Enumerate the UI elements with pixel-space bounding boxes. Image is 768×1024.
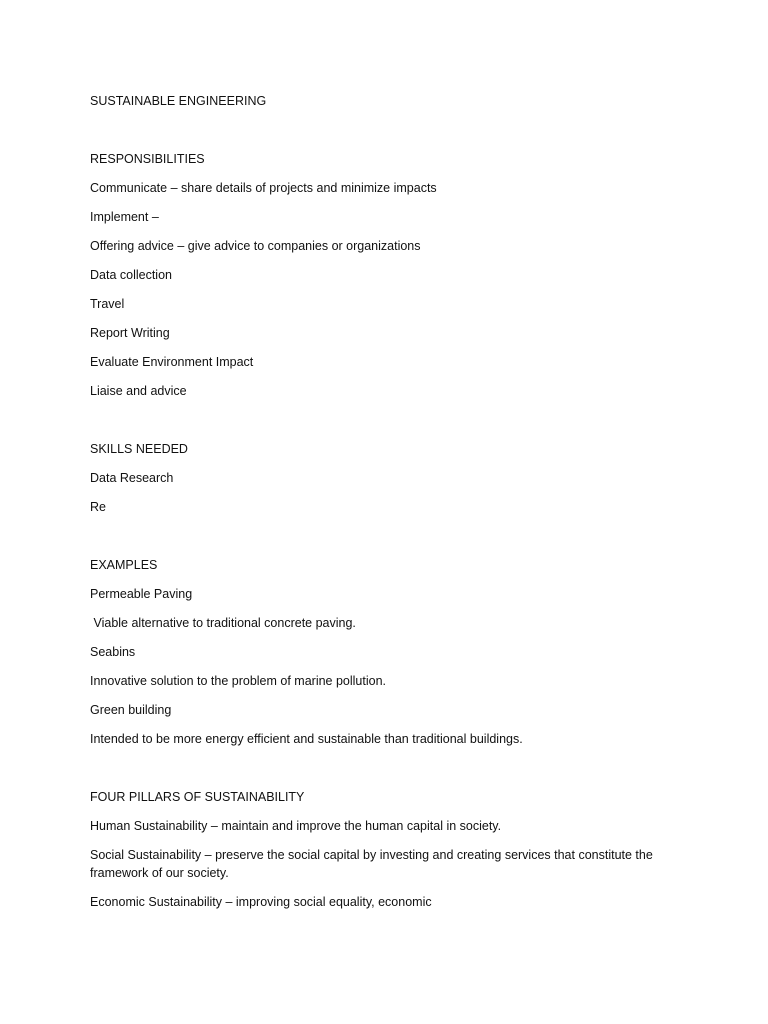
spacer <box>90 759 670 788</box>
responsibility-item: Report Writing <box>90 326 170 340</box>
spacer <box>90 411 670 440</box>
example-item: Seabins <box>90 645 136 659</box>
skill-item: Re <box>90 500 106 514</box>
skills-heading: SKILLS NEEDED <box>90 442 188 456</box>
example-item: Permeable Paving <box>90 587 193 601</box>
example-item: Viable alternative to traditional concrete paving. <box>90 616 356 630</box>
pillar-item: Economic Sustainability – improving social equality, economic <box>90 895 432 909</box>
pillar-item: Human Sustainability – maintain and improve the human capital in society. <box>90 819 502 833</box>
example-item: Intended to be more energy efficient and sustainable than traditional buildings. <box>90 732 523 746</box>
responsibility-item: Liaise and advice <box>90 384 187 398</box>
spacer <box>90 527 670 556</box>
document-title: SUSTAINABLE ENGINEERING <box>90 94 267 108</box>
responsibility-item: Travel <box>90 297 125 311</box>
spacer <box>90 121 670 150</box>
responsibility-item: Implement – <box>90 210 159 224</box>
skill-item: Data Research <box>90 471 174 485</box>
pillars-heading: FOUR PILLARS OF SUSTAINABILITY <box>90 790 305 804</box>
responsibility-item: Data collection <box>90 268 172 282</box>
examples-heading: EXAMPLES <box>90 558 158 572</box>
example-item: Innovative solution to the problem of marine pollution. <box>90 674 387 688</box>
pillar-item: Social Sustainability – preserve the social capital by investing and creating services that constitute the framework of our society. <box>90 848 653 880</box>
example-item: Green building <box>90 703 172 717</box>
responsibilities-heading: RESPONSIBILITIES <box>90 152 205 166</box>
document-body <box>90 92 670 922</box>
responsibility-item: Communicate – share details of projects and minimize impacts <box>90 181 437 195</box>
responsibility-item: Offering advice – give advice to companies or organizations <box>90 239 421 253</box>
responsibility-item: Evaluate Environment Impact <box>90 355 254 369</box>
